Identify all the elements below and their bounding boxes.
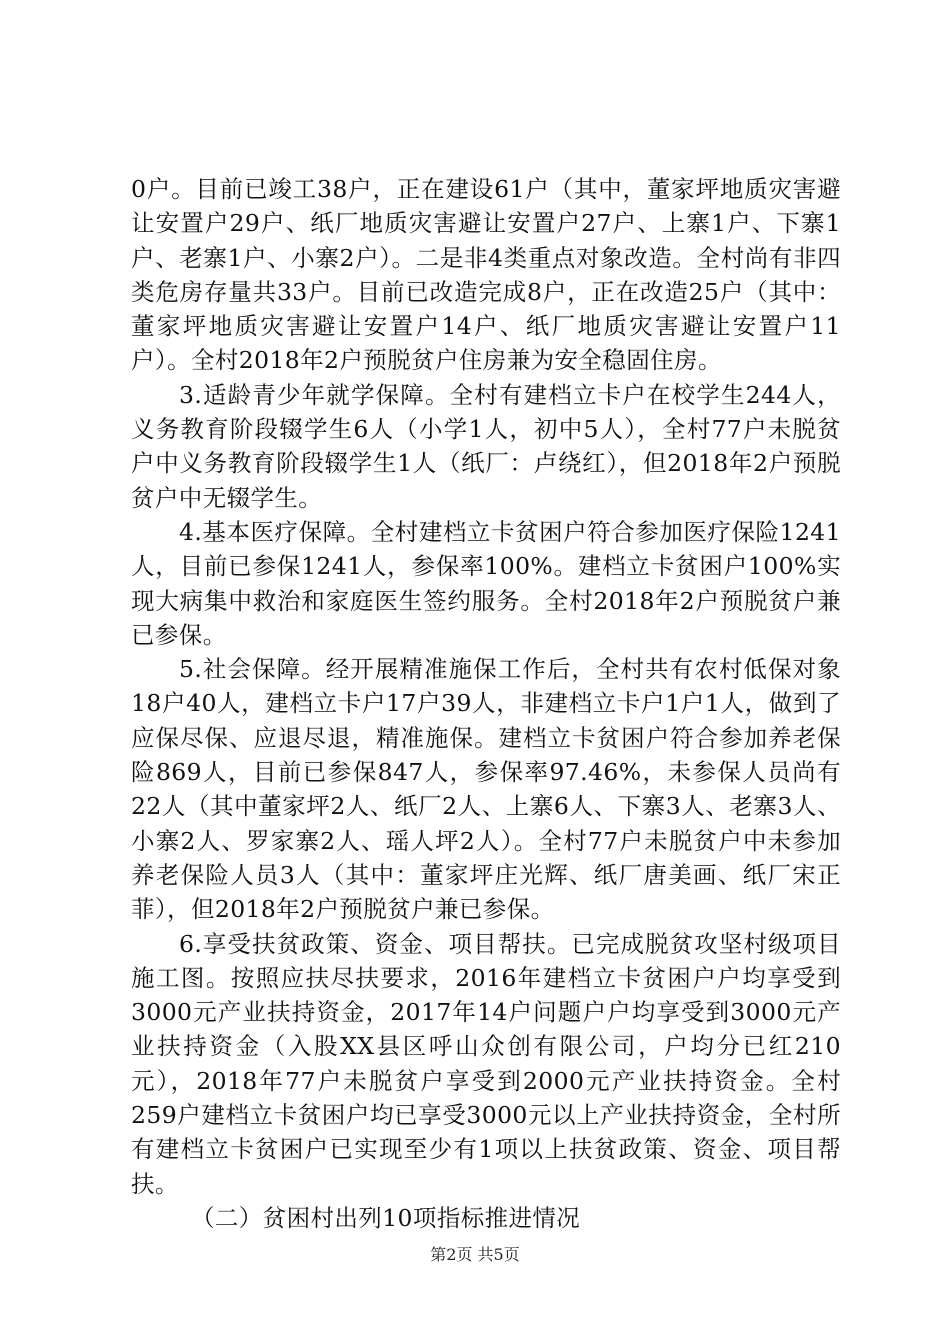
document-body — [131, 172, 841, 1235]
paragraph-social-security: 5.社会保障。经开展精准施保工作后，全村共有农村低保对象18户40人，建档立卡户17户39人，非建档立卡户1户1人，做到了应保尽保、应退尽退，精准施保。建档立卡贫困户符合参加养老保险869人，目前已参保847人，参保率97.46%，未参保人员尚有22人（其中董家坪2人、纸厂2人、上寨6人、下寨3人、老寨3人、小寨2人、罗家寨2人、瑶人坪2人）。全村77户未脱贫户中未参加养老保险人员3人（其中：董家坪庄光辉、纸厂唐美画、纸厂宋正菲），但2018年2户预脱贫户兼已参保。 — [131, 655, 841, 924]
page-footer: 第2页 共5页 — [430, 1245, 520, 1264]
paragraph-medical: 4.基本医疗保障。全村建档立卡贫困户符合参加医疗保险1241人，目前已参保1241人，参保率100%。建档立卡贫困户100%实现大病集中救治和家庭医生签约服务。全村2018年2户预脱贫户兼已参保。 — [131, 517, 841, 649]
paragraph-poverty-aid: 6.享受扶贫政策、资金、项目帮扶。已完成脱贫攻坚村级项目施工图。按照应扶尽扶要求，2016年建档立卡贫困户户均享受到3000元产业扶持资金，2017年14户问题户户均享受到3000元产业扶持资金（入股XX县区呼山众创有限公司，户均分已红210元），2018年77户未脱贫户享受到2000元产业扶持资金。全村259户建档立卡贫困户均已享受3000元以上产业扶持资金，全村所有建档立卡贫困户已实现至少有1项以上扶贫政策、资金、项目帮扶。 — [131, 929, 841, 1198]
paragraph-housing: 0户。目前已竣工38户，正在建设61户（其中，董家坪地质灾害避让安置户29户、纸厂地质灾害避让安置户27户、上寨1户、下寨1户、老寨1户、小寨2户）。二是非4类重点对象改造。全村尚有非四类危房存量共33户。目前已改造完成8户，正在改造25户（其中：董家坪地质灾害避让安置户14户、纸厂地质灾害避让安置户11户）。全村2018年2户预脱贫户住房兼为安全稳固住房。 — [131, 175, 841, 375]
paragraph-education: 3.适龄青少年就学保障。全村有建档立卡户在校学生244人，义务教育阶段辍学生6人（小学1人，初中5人），全村77户未脱贫户中义务教育阶段辍学生1人（纸厂：卢绕红），但2018年2户预脱贫户中无辍学生。 — [131, 380, 841, 512]
section-heading: （二）贫困村出列10项指标推进情况 — [191, 1203, 581, 1232]
